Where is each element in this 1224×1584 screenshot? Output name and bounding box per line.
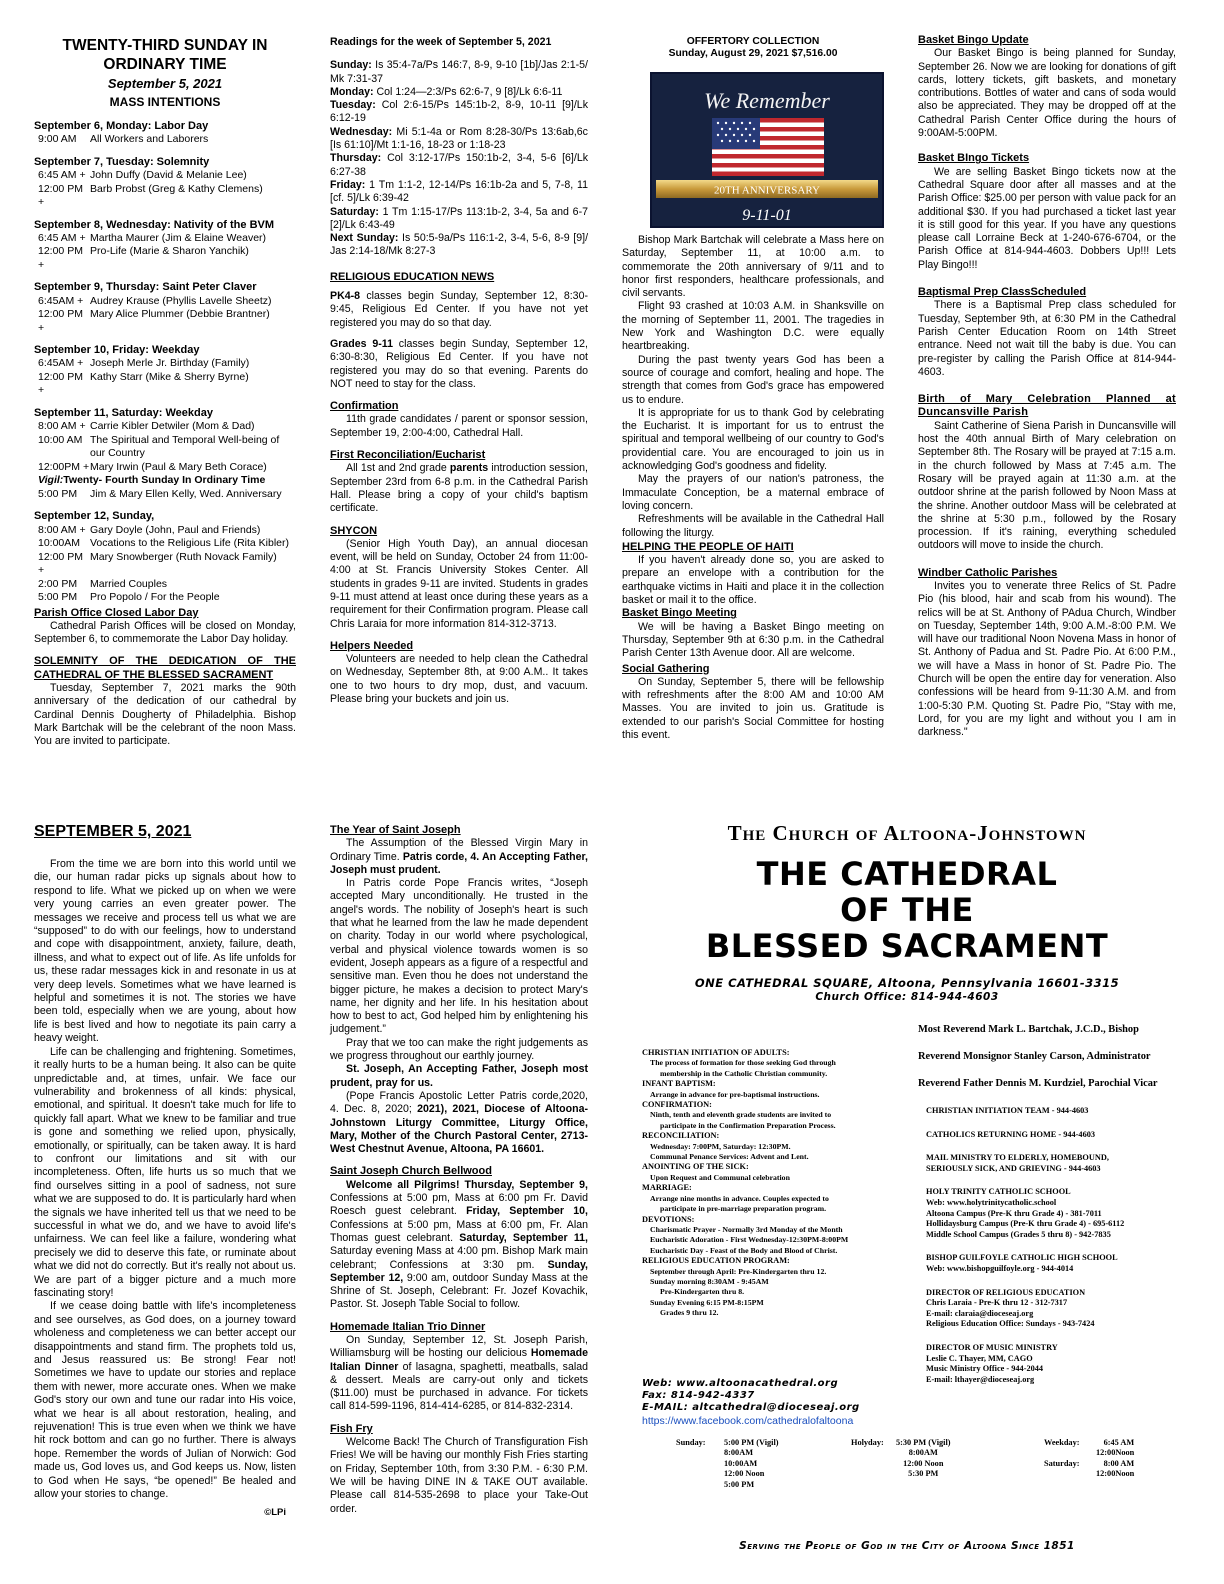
- mass-time-entry: 5:30 PM (Vigil): [896, 1438, 951, 1447]
- reading-day: Friday:: [330, 178, 370, 191]
- fish-fry-text: Welcome Back! The Church of Transfiguration Fish Fries! We will be having our monthly Fish Fries starting on Friday, September 10th, from 3:30 P.M. - 6:30 P.M. We will be having DINE IN & TAKE OUT available. Please call 814-535-2698 to place your Take-Out order.: [330, 1436, 588, 1515]
- sacrament-detail: Sunday morning 8:30AM - 9:45AM: [650, 1276, 769, 1286]
- prayers-text: May the prayers of our nation's patroness, the Immaculate Conception, be a maternal embrace of loving concern.: [622, 473, 884, 512]
- parish-office-closed-text: Cathedral Parish Offices will be closed on Monday, September 6, to commemorate the Labor Day holiday.: [34, 619, 296, 646]
- mass-911-text: Bishop Mark Bartchak will celebrate a Mass here on Saturday, September 11, at 10:00 a.m. to commemorate the 20th anniversary of 9/11 and to honor first responders, healthcare professionals, and civil servants.: [622, 234, 884, 300]
- mass-intention: Married Couples: [90, 577, 168, 590]
- mass-time: 12:00 PM +: [38, 550, 83, 577]
- mass-time: 12:00PM +: [38, 460, 90, 473]
- sacrament-heading: DEVOTIONS:: [642, 1214, 695, 1224]
- contact-line: DIRECTOR OF MUSIC MINISTRY: [926, 1342, 1058, 1352]
- mass-intentions-list: [34, 120, 296, 605]
- religious-ed-heading: RELIGIOUS EDUCATION NEWS: [330, 270, 495, 283]
- sacrament-detail: Eucharistic Day - Feast of the Body and Blood of Christ.: [650, 1245, 838, 1255]
- mass-intention: Jim & Mary Ellen Kelly, Wed. Anniversary: [90, 487, 282, 500]
- mass-intention-row: [34, 420, 296, 434]
- mass-intention: All Workers and Laborers: [90, 133, 209, 146]
- sacrament-detail: Wednesday: 7:00PM, Saturday: 12:30PM.: [650, 1141, 791, 1151]
- reading-citation: Col 3:12-17/Ps 150:1b-2, 3-4, 5-6 [6]/Lk 6:27-38: [330, 152, 589, 178]
- sacrament-detail: membership in the Catholic Christian community.: [660, 1068, 828, 1078]
- mass-intention-row: [34, 578, 296, 592]
- mass-time-entry: 6:45 AM: [1103, 1438, 1135, 1447]
- sunday-label: Sunday:: [676, 1438, 706, 1447]
- clergy-name: Reverend Monsignor Stanley Carson, Administrator: [918, 1051, 1151, 1062]
- first-reconciliation-text: All 1st and 2nd grade parents introduction session, September 23rd from 6-8 p.m. in the Cathedral Parish Hall. Please bring a copy of your child's baptism certificate.: [330, 462, 588, 515]
- birth-of-mary-text: Saint Catherine of Siena Parish in Duncansville will host the 40th annual Birth of Mary celebration on September 8th. The Rosary will be prayed at 7:15 a.m. in the church followed by Mass at 7:45 a.m. The Rosary will be prayed again at 11:30 a.m. at the outdoor shrine at the parish followed by Noon Mass at the shrine. Another outdoor Mass will be celebrated at the shrine at 5:30 p.m., followed by the Rosary procession. If it's raining, everything scheduled outdoors will move to inside the church.: [918, 419, 1176, 552]
- baptismal-prep-heading: Baptismal Prep ClassScheduled: [918, 286, 1087, 299]
- parish-office-closed-heading: Parish Office Closed Labor Day: [34, 606, 199, 619]
- mass-time: 6:45 AM +: [38, 231, 86, 244]
- mass-day-heading: September 10, Friday: Weekday: [34, 344, 200, 357]
- holyday-times: [896, 1438, 951, 1480]
- mass-time-entry: 5:00 PM (Vigil): [724, 1438, 779, 1447]
- mass-intention: Kathy Starr (Mike & Sherry Byrne): [90, 370, 249, 383]
- contact-line: Altoona Campus (Pre-K thru Grade 4) - 381-7011: [926, 1208, 1102, 1218]
- sacrament-detail: participate in the Confirmation Preparation Process.: [660, 1120, 836, 1130]
- mass-intention-row: [34, 183, 296, 210]
- contact-group: [926, 1130, 1188, 1141]
- web-address: Web: www.altoonacathedral.org: [642, 1378, 839, 1389]
- sacrament-detail: Communal Penance Services: Advent and Lent.: [650, 1152, 809, 1162]
- reflection-paragraph: Life can be challenging and frightening. Sometimes, it really hurts to be a human being. It also can be quite unpredictable and, at times, unfair. We face our vulnerability and brokenness of all kinds: physical, emotional, and spiritual. It doesn't take much for life to quickly fall apart. What we knew to be familiar and true is gone and something we relied upon, physically, emotionally, or spiritually, can be taken away. It is hard to confront our limitations and sit with our incompleteness. Often, life hurts us so much that we find ourselves sitting in a pool of sadness, not sure what we are supposed to do. It is particularly hard when the signals we have inherited tell us that we need to be successful in what we do, and we have to avoid life's unfairness. We can feel like a failure, wondering what precisely we did to deserve this fate, or ruminate about what we did not do correctly. But it's really not about us. We are part of a bigger picture and a much more fascinating story!: [34, 1045, 296, 1299]
- mass-day-heading: September 11, Saturday: Weekday: [34, 406, 213, 419]
- mass-intention-row: [34, 295, 296, 309]
- mass-intention: Martha Maurer (Jim & Elaine Weaver): [90, 231, 267, 244]
- italian-dinner-heading: Homemade Italian Trio Dinner: [330, 1320, 486, 1333]
- mass-time-entry: 12:00 Noon: [903, 1458, 944, 1468]
- we-remember-text: We Remember: [704, 88, 830, 113]
- contact-line: Leslie C. Thayer, MM, CAGO: [926, 1353, 1033, 1363]
- pk4-8-text: PK4-8 classes begin Sunday, September 12, 8:30-9:45, Religious Ed Center. If you have not yet registered you may do so that day.: [330, 290, 588, 329]
- pray-judgements-text: Pray that we too can make the right judgements as we progress throughout our earthly journey.: [330, 1036, 588, 1063]
- sacrament-heading: RECONCILIATION:: [642, 1131, 720, 1141]
- contact-line: Middle School Campus (Grades 5 thru 8) - 942-7835: [926, 1229, 1111, 1239]
- social-gathering-heading: Social Gathering: [622, 662, 710, 675]
- contact-line: Web: www.holytrinitycatholic.school: [926, 1197, 1057, 1207]
- basket-bingo-update-heading: Basket Bingo Update: [918, 34, 1029, 46]
- masthead: [622, 820, 1192, 1003]
- reading-citation: Mi 5:1-4a or Rom 8:28-30/Ps 13:6ab,6c [Is 61:10]/Mt 1:1-16, 18-23 or 1:18-23: [330, 125, 588, 152]
- sacrament-heading: CONFIRMATION:: [642, 1100, 712, 1110]
- st-joseph-bellwood-heading: Saint Joseph Church Bellwood: [330, 1165, 492, 1178]
- vigil-title: Twenty- Fourth Sunday In Ordinary Time: [63, 474, 266, 487]
- mass-time: 8:00 AM +: [38, 523, 86, 536]
- bulletin-date: September 5, 2021: [107, 76, 223, 91]
- contacts-list: [926, 1106, 1188, 1398]
- mass-time: 12:00 PM +: [38, 308, 83, 334]
- mass-time-entry: 5:30 PM: [908, 1469, 939, 1479]
- clergy-list: [918, 1024, 1188, 1105]
- sacrament-heading: ANOINTING OF THE SICK:: [642, 1162, 749, 1172]
- mass-time: 9:00 AM: [38, 133, 77, 146]
- sacrament-detail: The process of formation for those seeking God through: [650, 1058, 836, 1068]
- reading-entry: [330, 152, 588, 179]
- sacrament-detail: Upon Request and Communal celebration: [650, 1172, 790, 1182]
- american-flag-icon: [712, 118, 824, 176]
- fish-fry-heading: Fish Fry: [330, 1422, 373, 1435]
- contact-line: BISHOP GUILFOYLE CATHOLIC HIGH SCHOOL: [926, 1253, 1118, 1263]
- baptismal-prep-text: There is a Baptismal Prep class scheduled for Tuesday, September 9th, at 6:30 PM in the Cathedral Parish Center Education Room on 14th Street entrance. Need not wait till the baby is due. You can pre-register by calling the Parish Office at 814-944-4603.: [918, 299, 1176, 378]
- reading-day: Saturday:: [330, 205, 383, 218]
- weekday-times: [1096, 1438, 1134, 1459]
- sacraments-list: [642, 1048, 910, 1319]
- solemnity-text: Tuesday, September 7, 2021 marks the 90th anniversary of the dedication of our cathedral by Cardinal Dennis Dougherty of Philadelphia. Bishop Mark Bartchak will be the celebrant of the noon Mass. You are invited to participate.: [34, 682, 296, 748]
- birth-of-mary-heading: Birth of Mary Celebration Planned at Duncansville Parish: [918, 393, 1176, 419]
- contact-line: E-mail: claraia@dioceseaj.org: [926, 1308, 1034, 1318]
- reading-entry: [330, 179, 588, 206]
- mass-time-entry: 8:00AM: [724, 1448, 754, 1458]
- clergy-name: Most Reverend Mark L. Bartchak, J.C.D., Bishop: [918, 1024, 1139, 1035]
- mass-schedule: [676, 1438, 1176, 1498]
- mass-time: 12:00 PM +: [38, 370, 83, 397]
- reading-entry: [330, 232, 588, 259]
- mass-intention-row: [34, 169, 296, 183]
- contact-line: E-mail: lthayer@dioceseaj.org: [926, 1374, 1035, 1384]
- mass-day-heading: September 8, Wednesday: Nativity of the BVM: [34, 218, 275, 231]
- twenty-years-text: During the past twenty years God has been a source of courage and comfort, healing and hope. The strength that comes from God's grace has empowered us to endure.: [622, 353, 884, 406]
- lpi-copyright: ©LPi: [264, 1506, 286, 1518]
- mass-intention: Mary Alice Plummer (Debbie Brantner): [90, 308, 270, 321]
- basket-bingo-tickets-heading: Basket BIngo Tickets: [918, 152, 1030, 165]
- reading-day: Wednesday:: [330, 125, 397, 138]
- reflection-paragraph: From the time we are born into this world until we die, our human radar picks up signals about how to respond to life. What we picked up on when we were very young carries an even greater power. The messages we receive and process tell us what we are “supposed” to do with our feelings, how to understand and cope with disappointment, anxiety, failure, death, illness, and what to expect out of life. As life unfolds for us, these radar messages kick in and resonate in us at very deep levels. Sometimes what we have learned is helpful and sometimes it is not. The stories we have been told, especially when we are young, about how life is best lived and how to negotiate its pain carry a heavy weight.: [34, 858, 296, 1045]
- contact-line: Chris Laraia - Pre-K thru 12 - 312-7317: [926, 1298, 1068, 1308]
- we-remember-graphic: [650, 72, 884, 228]
- contact-line: CHRISTIAN INITIATION TEAM - 944-4603: [926, 1106, 1089, 1115]
- sacrament-heading: RELIGIOUS EDUCATION PROGRAM:: [642, 1256, 790, 1266]
- reading-day: Thursday:: [330, 152, 388, 165]
- footer-tagline: Serving the People of God in the City of Altoona Since 1851: [739, 1540, 1075, 1552]
- year-of-st-joseph-heading: The Year of Saint Joseph: [330, 824, 461, 836]
- haiti-text: If you haven't already done so, you are asked to prepare an envelope with a contribution for the earthquake victims in Haiti and place it in the collection basket or mail it to the office.: [622, 554, 884, 607]
- contact-line: Music Ministry Office - 944-2044: [926, 1364, 1044, 1374]
- reading-entry: [330, 59, 588, 86]
- mass-intention-row: [34, 308, 296, 335]
- sacrament-detail: Ninth, tenth and eleventh grade students are invited to: [650, 1110, 832, 1120]
- mass-time-entry: 10:00AM: [724, 1458, 758, 1468]
- mass-intention: Barb Probst (Greg & Kathy Clemens): [90, 182, 263, 195]
- first-reconciliation-heading: First Reconciliation/Eucharist: [330, 449, 486, 462]
- st-joseph-prayer: St. Joseph, An Accepting Father, Joseph most prudent, pray for us.: [330, 1063, 588, 1089]
- year-of-st-joseph-intro: The Assumption of the Blessed Virgin Mary in Ordinary Time. Patris corde, 4. An Accepting Father, Joseph must prudent.: [330, 837, 588, 876]
- mass-intention: Pro Popolo / For the People: [90, 591, 220, 604]
- vigil-label: Vigil:: [38, 474, 64, 487]
- bulletin-title-line2: ORDINARY TIME: [103, 56, 227, 73]
- offertory-amount: Sunday, August 29, 2021 $7,516.00: [668, 48, 838, 59]
- st-joseph-bellwood-text: Welcome all Pilgrims! Thursday, September 9, Confessions at 5:00 pm, Mass at 6:00 pm Fr. David Roesch guest celebrant. Friday, September 10, Confessions at 5:00 pm, Mass at 6:00 pm, Fr. Alan Thomas guest celebrant. Saturday, September 11, Saturday evening Mass at 4:00 pm. Bishop Mark main celebrant; Confessions at 3:30 pm. Sunday, September 12, 9:00 am, outdoor Sunday Mass at the Shrine of St. Joseph, Celebrant: Fr. Jozef Kovachik, Pastor. St. Joseph Table Social to follow.: [330, 1178, 588, 1311]
- reading-citation: Col 2:6-15/Ps 145:1b-2, 8-9, 10-11 [9]/Lk 6:12-19: [330, 99, 588, 125]
- weekday-label: Weekday:: [1044, 1438, 1080, 1447]
- reading-day: Sunday:: [330, 59, 376, 72]
- reading-day: Monday:: [330, 85, 377, 98]
- mass-intention: Joseph Merle Jr. Birthday (Family): [90, 357, 250, 370]
- mass-time: 12:00 PM +: [38, 245, 83, 271]
- sacrament-detail: Charismatic Prayer - Normally 3rd Monday of the Month: [650, 1224, 843, 1234]
- sacrament-detail: Eucharistic Adoration - First Wednesday-12:30PM-8:00PM: [650, 1235, 849, 1245]
- reading-citation: Is 50:5-9a/Ps 116:1-2, 3-4, 5-6, 8-9 [9]/ Jas 2:14-18/Mk 8:27-3: [330, 232, 589, 258]
- sacrament-heading: CHRISTIAN INITIATION OF ADULTS:: [642, 1048, 790, 1057]
- nine-eleven-date-text: 9-11-01: [742, 207, 792, 224]
- mass-intention-row: [34, 524, 296, 538]
- contact-line: Hollidaysburg Campus (Pre-K thru Grade 4) - 695-6112: [926, 1219, 1125, 1229]
- social-gathering-text: On Sunday, September 5, there will be fellowship with refreshments after the 8:00 AM and 10:00 AM Masses. You are invited to join us. Gratitude is extended to our parish's Social Committee for hosting this event.: [622, 675, 884, 741]
- mass-intention: Mary Snowberger (Ruth Novack Family): [90, 550, 277, 563]
- web-contact-block: [642, 1378, 912, 1427]
- italian-dinner-text: On Sunday, September 12, St. Joseph Parish, Williamsburg will be hosting our delicious Homemade Italian Dinner of lasagna, spaghetti, meatballs, salad & dessert. Meals are carry-out only and tickets ($11.00) must be purchased in advance. For tickets call 814-599-1196, 814-414-6285, or 814-832-2314.: [330, 1333, 589, 1413]
- readings-heading: Readings for the week of September 5, 2021: [330, 36, 552, 48]
- mass-time-entry: 12:00Noon: [1096, 1469, 1135, 1479]
- contact-group: [926, 1187, 1188, 1240]
- column-announcements: [918, 34, 1176, 740]
- vigil-heading: [34, 474, 296, 488]
- basket-bingo-meeting-text: We will be having a Basket Bingo meeting on Thursday, September 9th at 6:30 p.m. in the Cathedral Parish Center 13th Avenue door. All are welcome.: [622, 620, 884, 660]
- column-st-joseph: [330, 824, 588, 1516]
- contact-group: [926, 1288, 1188, 1330]
- readings-list: [330, 59, 588, 258]
- reading-entry: [330, 99, 588, 126]
- confirmation-text: 11th grade candidates / parent or sponsor session, September 19, 2:00-4:00, Cathedral Hall.: [330, 413, 588, 439]
- mass-time: 6:45AM +: [38, 294, 84, 307]
- mass-intention: Pro-Life (Marie & Sharon Yanchik): [90, 245, 249, 258]
- windber-text: Invites you to venerate three Relics of St. Padre Pio (his blood, hair and scab from his wound). The relics will be at St. Anthony of PAdua Church, Windber on Tuesday, September 14th, 9:00 A.M.-8:00 P.M. We will have our traditional Noon Novena Mass in honor of St. Anthony of Padua and St. Padre Pio. At 6:00 P.M., we will have a Mass in honor of St. Padre Pio. The Church will be open the entire day for veneration. Also confessions will be heard from 9-11:30 A.M. and from 1:00-5:30 P.M. Quoting St. Padre Pio, "Stay with me, Lord, for you are my light and without you I am in darkness.": [918, 579, 1176, 739]
- mass-intention-row: [34, 488, 296, 502]
- church-name: The Church of Altoona-Johnstown: [727, 821, 1087, 845]
- mass-time-entry: 12:00 Noon: [724, 1469, 765, 1479]
- mass-time: 10:00 AM: [38, 433, 83, 446]
- mass-intention-row: [34, 245, 296, 272]
- shycon-heading: SHYCON: [330, 524, 378, 537]
- cathedral-title-line1: THE CATHEDRAL: [756, 855, 1058, 893]
- contact-line: MAIL MINISTRY TO ELDERLY, HOMEBOUND,: [926, 1153, 1109, 1163]
- windber-heading: Windber Catholic Parishes: [918, 566, 1058, 579]
- basket-bingo-tickets-text: We are selling Basket Bingo tickets now at the Cathedral Square door after all masses and at the Parish Office: $25.00 per person with value pack for an additional $30. If you had purchased a ticket last year it is still good for this year. If you have any questions please call Lorraine Beck at 1-240-676-6704, or the Parish Office at 814-944-4603. Dobbers Up!!! Lets Play Bingo!!!: [918, 165, 1176, 271]
- reflection-text: [34, 858, 296, 1502]
- mass-time: 6:45AM +: [38, 357, 84, 370]
- column-mass-intentions: [34, 36, 296, 749]
- flight93-text: Flight 93 crashed at 10:03 A.M. in Shanksville on the morning of September 11, 2001. The tragedies in New York and Washington D.C. were equally heartbreaking.: [622, 300, 884, 353]
- mass-intention-row: [34, 537, 296, 551]
- mass-day-heading: September 9, Thursday: Saint Peter Claver: [34, 281, 257, 294]
- mass-time: 10:00AM: [38, 537, 81, 550]
- mass-intention: Carrie Kibler Detwiler (Mom & Dad): [90, 420, 255, 433]
- mass-day-heading: September 12, Sunday,: [34, 510, 155, 523]
- grades-9-11-text: Grades 9-11 classes begin Sunday, September 12, 6:30-8:30, Religious Ed Center. If you have not registered you may do so that evening. Parents do NOT need to stay for the class.: [330, 337, 588, 390]
- contact-line: CATHOLICS RETURNING HOME - 944-4603: [926, 1129, 1096, 1139]
- solemnity-heading: SOLEMNITY OF THE DEDICATION OF THE CATHEDRAL OF THE BLESSED SACRAMENT: [34, 655, 296, 681]
- mass-intention-row: [34, 551, 296, 578]
- mass-intention-row: [34, 357, 296, 371]
- reflection-heading: SEPTEMBER 5, 2021: [34, 823, 192, 840]
- mass-intention: Vocations to the Religious Life (Rita Kibler): [90, 537, 290, 550]
- saturday-label: Saturday:: [1044, 1459, 1080, 1468]
- fax-number: Fax: 814-942-4337: [642, 1390, 755, 1401]
- clergy-name: Reverend Father Dennis M. Kurdziel, Parochial Vicar: [918, 1078, 1158, 1089]
- sacrament-detail: Sunday Evening 6:15 PM-8:15PM: [650, 1297, 764, 1307]
- sacrament-heading: MARRIAGE:: [642, 1183, 692, 1193]
- mass-time-entry: 8:00AM: [908, 1448, 938, 1458]
- refreshments-text: Refreshments will be available in the Cathedral Hall following the liturgy.: [622, 513, 884, 539]
- mass-time: 6:45 AM +: [38, 169, 86, 182]
- mass-time-entry: 12:00Noon: [1096, 1448, 1135, 1458]
- column-offertory: [622, 36, 884, 60]
- reading-citation: Col 1:24—2:3/Ps 62:6-7, 9 [8]/Lk 6:6-11: [376, 85, 563, 98]
- sacrament-detail: Pre-Kindergarten thru 8.: [660, 1287, 745, 1297]
- mass-intentions-heading: MASS INTENTIONS: [109, 95, 221, 109]
- shycon-text: (Senior High Youth Day), an annual diocesan event, will be held on Sunday, October 24 from 11:00-4:00 at St. Francis University Stokes Center. All students in grades 9-11 are invited. Students in grades 9-11 must attend at least once during these years as a requirement for their Confirmation program. Please call Chris Laraia for more information 814-312-3713.: [330, 537, 588, 630]
- mass-intention-row: [34, 371, 296, 398]
- mass-intention-row: [34, 434, 296, 461]
- helpers-needed-text: Volunteers are needed to help clean the Cathedral on Wednesday, September 8th, at 9:00 A.M.. It takes one to two hours to dry mop, dust, and vacuum. Please bring your buckets and join us.: [330, 653, 588, 706]
- column-911-articles: [622, 234, 884, 742]
- email-address: E-MAIL: altcathedral@dioceseaj.org: [642, 1402, 860, 1413]
- bulletin-title-line1: TWENTY-THIRD SUNDAY IN: [62, 37, 268, 54]
- offertory-heading: OFFERTORY COLLECTION: [686, 36, 820, 47]
- sacrament-detail: participate in pre-marriage preparation program.: [660, 1204, 827, 1214]
- church-office-phone: Church Office: 814-944-4603: [815, 991, 999, 1003]
- sunday-times: [724, 1438, 779, 1490]
- cathedral-title-line3: BLESSED SACRAMENT: [705, 927, 1109, 965]
- mass-time: 5:00 PM: [38, 591, 78, 604]
- reflection-paragraph: If we cease doing battle with life's incompleteness and see ourselves, as God does, on a journey toward wholeness and completeness we can better accept our disappointments and stand firm. The prophets told us, and Jesus reassured us: Be strong! Fear not! Sometimes we have to update our stories and replace them with newer, more accurate ones. When we make God's story our own and tune our radar into His voice, what we hear is all about restoration, healing, and rejuvenation! This is true even when we think we have hit rock bottom and can go no further. There is always hope. Remember the words of Julian of Norwich: God made us, God loves us, and God keeps us. Now, listen to God when He says, “be opened!” Be healed and allow your stories to change.: [34, 1300, 296, 1501]
- patris-corde-quote: In Patris corde Pope Francis writes, “Joseph accepted Mary unconditionally. He trusted in the angel's words. The nobility of Joseph's heart is such that what he learned from the law he made dependent on charity. Today in our world where psychological, verbal and physical violence towards women is so evident, Joseph appears as a figure of a respectful and sensitive man. Even thou he does not understand the bigger picture, he makes a decision to protect Mary's name, her dignity and her life. In his hesitation about how to best to act, God helped him by enlightening his judgement.”: [330, 877, 588, 1036]
- column-readings: [330, 36, 588, 706]
- mass-intention-row: [34, 133, 296, 147]
- haiti-heading: HELPING THE PEOPLE OF HAITI: [622, 540, 794, 553]
- contact-line: DIRECTOR OF RELIGIOUS EDUCATION: [926, 1287, 1086, 1297]
- contact-line: Web: www.bishopguilfoyle.org - 944-4014: [926, 1263, 1074, 1273]
- confirmation-heading: Confirmation: [330, 400, 399, 413]
- contact-group: [926, 1343, 1188, 1385]
- sacrament-heading: INFANT BAPTISM:: [642, 1079, 716, 1089]
- mass-time: 8:00 AM +: [38, 420, 86, 433]
- reading-citation: 1 Tm 1:1-2, 12-14/Ps 16:1b-2a and 5, 7-8, 11 [cf. 5]/Lk 6:39-42: [330, 178, 588, 205]
- cathedral-title-line2: OF THE: [840, 891, 974, 929]
- mass-intention-row: [34, 461, 296, 475]
- mass-intention: Audrey Krause (Phyllis Lavelle Sheetz): [90, 294, 272, 307]
- sacrament-detail: Arrange in advance for pre-baptismal instructions.: [650, 1089, 820, 1099]
- reading-day: Next Sunday:: [330, 232, 403, 245]
- saturday-times: [1096, 1459, 1134, 1480]
- sacrament-detail: Grades 9 thru 12.: [660, 1308, 719, 1318]
- eucharist-text: It is appropriate for us to thank God by celebrating the Eucharist. It is important for us to entrust the spiritual and temporal wellbeing of our country to God's providential care. You are encouraged to join us in acknowledging God's goodness and fidelity.: [622, 406, 884, 473]
- reading-entry: [330, 86, 588, 99]
- mass-time: 2:00 PM: [38, 577, 78, 590]
- reading-entry: [330, 206, 588, 233]
- mass-time-entry: 8:00 AM: [1103, 1459, 1135, 1468]
- holyday-label: Holyday:: [851, 1438, 884, 1447]
- contact-line: HOLY TRINITY CATHOLIC SCHOOL: [926, 1187, 1071, 1197]
- mass-intention-row: [34, 232, 296, 246]
- reading-day: Tuesday:: [330, 99, 382, 112]
- reading-entry: [330, 126, 588, 153]
- mass-intention: Mary Irwin (Paul & Mary Beth Corace): [90, 460, 267, 473]
- we-remember-911-image: [650, 72, 884, 228]
- mass-time-entry: 5:00 PM: [724, 1479, 755, 1489]
- mass-intention: John Duffy (David & Melanie Lee): [90, 169, 247, 182]
- reading-citation: Is 35:4-7a/Ps 146:7, 8-9, 9-10 [1b]/Jas 2:1-5/ Mk 7:31-37: [330, 59, 588, 85]
- sacrament-detail: Arrange nine months in advance. Couples expected to: [650, 1193, 829, 1203]
- mass-intention: The Spiritual and Temporal Well-being of our Country: [90, 433, 280, 460]
- mass-day-heading: September 6, Monday: Labor Day: [34, 120, 209, 132]
- contact-group: [926, 1153, 1188, 1174]
- anniversary-banner-text: 20TH ANNIVERSARY: [713, 184, 821, 197]
- mass-time: 12:00 PM +: [38, 182, 83, 209]
- mass-time: 5:00 PM: [38, 487, 78, 500]
- basket-bingo-update-text: Our Basket Bingo is being planned for Sunday, September 26. Now we are looking for donations of gift cards, lottery tickets, gift baskets, and monetary contributions. Bottles of water and cans of soda would also be appreciated. They may be dropped off at the Cathedral Parish Center Office during the hours of 9:00AM-5:00PM.: [918, 47, 1176, 140]
- basket-bingo-meeting-heading: Basket Bingo Meeting: [622, 607, 737, 620]
- contact-group: [926, 1106, 1188, 1117]
- mass-day-heading: September 7, Tuesday: Solemnity: [34, 155, 210, 168]
- facebook-link[interactable]: https://www.facebook.com/cathedralofaltoona: [642, 1415, 854, 1427]
- mass-intention-row: [34, 591, 296, 605]
- column-reflection: [34, 822, 296, 1519]
- helpers-needed-heading: Helpers Needed: [330, 639, 414, 652]
- contact-line: Religious Education Office: Sundays - 943-7424: [926, 1319, 1095, 1329]
- patris-corde-citation: (Pope Francis Apostolic Letter Patris corde,2020, 4. Dec. 8, 2020; 2021), 2021, Diocese of Altoona-Johnstown Liturgy Committee, Liturgy Office, Mary, Mother of the Church Pastoral Center, 2713-West Chestnut Avenue, Altoona, PA 16601.: [330, 1089, 588, 1156]
- contact-line: SERIOUSLY SICK, AND GRIEVING - 944-4603: [926, 1163, 1101, 1173]
- contact-group: [926, 1253, 1188, 1274]
- sacrament-detail: September through April: Pre-Kindergarten thru 12.: [650, 1266, 827, 1276]
- cathedral-address: ONE CATHEDRAL SQUARE, Altoona, Pennsylvania 16601-3315: [694, 976, 1120, 990]
- mass-intention: Gary Doyle (John, Paul and Friends): [90, 523, 261, 536]
- reading-citation: 1 Tm 1:15-17/Ps 113:1b-2, 3-4, 5a and 6-7 [2]/Lk 6:43-49: [330, 205, 588, 231]
